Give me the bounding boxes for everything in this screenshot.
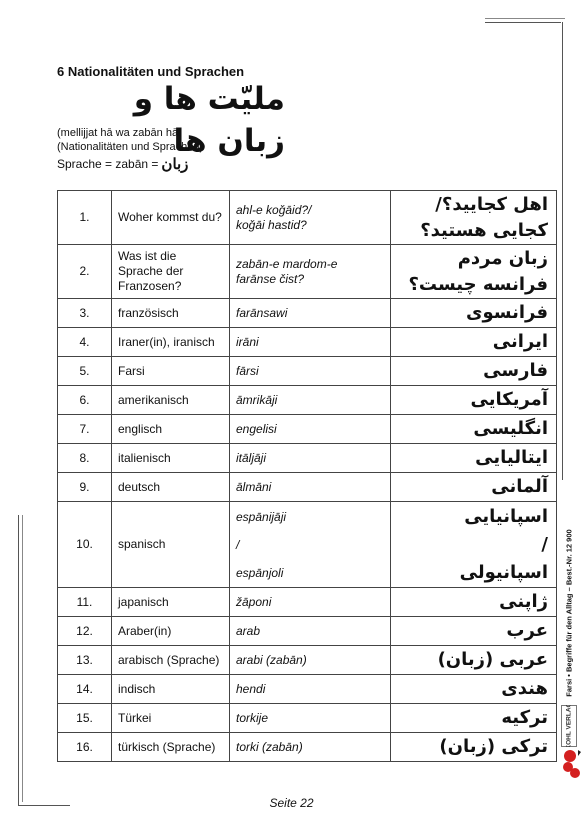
- farsi-term-line: اسپانیایی: [464, 505, 548, 527]
- transliteration: [230, 245, 391, 299]
- row-number: 11.: [58, 588, 112, 617]
- farsi-term: [391, 733, 557, 762]
- row-number: 16.: [58, 733, 112, 762]
- german-term: Woher kommst du?: [112, 191, 230, 245]
- farsi-term: [391, 415, 557, 444]
- sprache-de: Sprache = zabān =: [57, 157, 159, 171]
- row-number: 6.: [58, 386, 112, 415]
- transliteration: [230, 704, 391, 733]
- page-title-farsi: ملیّت ها و زبان ها: [133, 81, 285, 159]
- table-row: [58, 588, 557, 617]
- german-term: arabisch (Sprache): [112, 646, 230, 675]
- frame-line: [562, 22, 563, 480]
- farsi-term-line: هندی: [501, 678, 548, 699]
- german-term: englisch: [112, 415, 230, 444]
- side-text: [563, 490, 575, 735]
- farsi-term-line: ایتالیایی: [475, 447, 548, 468]
- german-term: Was ist die Sprache der Franzosen?: [112, 245, 230, 299]
- frame-line: [485, 18, 565, 19]
- farsi-term-line: فرانسه چیست؟: [408, 273, 548, 295]
- german-term: Iraner(in), iranisch: [112, 328, 230, 357]
- transliteration-line: ālmāni: [236, 479, 272, 494]
- transliteration-line: žāponi: [236, 594, 272, 609]
- farsi-term: [391, 502, 557, 588]
- row-number: 13.: [58, 646, 112, 675]
- transliteration-line: arab: [236, 623, 261, 638]
- farsi-term-line: انگلیسی: [473, 418, 548, 439]
- publisher-logo: [561, 705, 577, 747]
- farsi-term: [391, 588, 557, 617]
- table-row: [58, 502, 557, 588]
- table-row: [58, 733, 557, 762]
- farsi-term-line: ترکی (زبان): [439, 736, 548, 757]
- title-transliteration: (mellijjat hā wa zabān hā): [57, 127, 182, 139]
- transliteration-line: ahl-e koǧāid?/: [236, 202, 312, 217]
- german-term: Araber(in): [112, 617, 230, 646]
- row-number: 12.: [58, 617, 112, 646]
- farsi-term-line: ژاپنی: [499, 591, 548, 612]
- farsi-term: [391, 357, 557, 386]
- german-term: spanisch: [112, 502, 230, 588]
- table-row: [58, 444, 557, 473]
- transliteration-line: espānijāji: [236, 509, 287, 524]
- transliteration: [230, 733, 391, 762]
- table-row: [58, 675, 557, 704]
- transliteration: [230, 299, 391, 328]
- farsi-term-line: /: [541, 533, 548, 555]
- transliteration-line: fārsi: [236, 363, 259, 378]
- table-row: [58, 245, 557, 299]
- transliteration-line: farānse čist?: [236, 271, 305, 286]
- german-term: indisch: [112, 675, 230, 704]
- transliteration: [230, 444, 391, 473]
- transliteration: [230, 328, 391, 357]
- title-translation: (Nationalitäten und Sprachen): [57, 141, 204, 153]
- farsi-term-line: ایرانی: [492, 331, 548, 352]
- transliteration: [230, 646, 391, 675]
- transliteration-line: hendi: [236, 681, 266, 696]
- farsi-term: [391, 328, 557, 357]
- table-row: [58, 357, 557, 386]
- row-number: 15.: [58, 704, 112, 733]
- german-term: deutsch: [112, 473, 230, 502]
- vocabulary-table: [57, 190, 557, 762]
- table-row: [58, 704, 557, 733]
- title-subtitle: [57, 126, 203, 154]
- farsi-term-line: ترکیه: [501, 707, 548, 728]
- publisher-logo-icon: [562, 748, 582, 780]
- row-number: 5.: [58, 357, 112, 386]
- publisher-logo-graphic: [561, 705, 577, 747]
- transliteration-line: koǧāi hastid?: [236, 217, 307, 232]
- table-row: [58, 617, 557, 646]
- farsi-term: [391, 617, 557, 646]
- side-text-label: Farsi • Begriffe für den Alltag – Best.-Nr. 12 900: [564, 528, 574, 697]
- farsi-term-line: آلمانی: [491, 476, 548, 497]
- row-number: 4.: [58, 328, 112, 357]
- transliteration: [230, 473, 391, 502]
- table-row: [58, 646, 557, 675]
- transliteration: [230, 386, 391, 415]
- frame-line: [485, 22, 561, 23]
- transliteration: [230, 357, 391, 386]
- transliteration-line: /: [236, 537, 240, 552]
- farsi-term: [391, 675, 557, 704]
- transliteration: [230, 415, 391, 444]
- german-term: französisch: [112, 299, 230, 328]
- publisher-name: KOHL VERLAG: [565, 705, 573, 747]
- farsi-term: [391, 299, 557, 328]
- row-number: 8.: [58, 444, 112, 473]
- farsi-term: [391, 444, 557, 473]
- table-row: [58, 415, 557, 444]
- sprache-definition: [57, 153, 188, 175]
- farsi-term-line: عربی (زبان): [437, 649, 548, 670]
- row-number: 14.: [58, 675, 112, 704]
- row-number: 7.: [58, 415, 112, 444]
- farsi-term-line: زبان مردم: [457, 247, 548, 269]
- german-term: Farsi: [112, 357, 230, 386]
- transliteration-line: zabān-e mardom-e: [236, 256, 338, 271]
- frame-line: [18, 515, 19, 805]
- farsi-term-line: فارسی: [483, 360, 548, 381]
- transliteration-line: irāni: [236, 334, 259, 349]
- table-row: [58, 386, 557, 415]
- sprache-fa: زبان: [161, 156, 189, 173]
- table-row: [58, 328, 557, 357]
- farsi-term: [391, 704, 557, 733]
- frame-line: [22, 515, 23, 802]
- farsi-term: [391, 191, 557, 245]
- transliteration-line: torki (zabān): [236, 739, 303, 754]
- page-number: Seite 22: [269, 796, 314, 810]
- table-row: [58, 299, 557, 328]
- farsi-term: [391, 245, 557, 299]
- transliteration-line: itāljāji: [236, 450, 267, 465]
- section-title: 6 Nationalitäten und Sprachen: [57, 64, 245, 79]
- row-number: 9.: [58, 473, 112, 502]
- row-number: 1.: [58, 191, 112, 245]
- transliteration-line: torkije: [236, 710, 269, 725]
- table-row: [58, 191, 557, 245]
- transliteration-line: engelisi: [236, 421, 277, 436]
- transliteration-line: farānsawi: [236, 305, 288, 320]
- transliteration-line: āmrikāji: [236, 392, 278, 407]
- farsi-term-line: کجایی هستید؟: [420, 219, 548, 241]
- row-number: 2.: [58, 245, 112, 299]
- table-row: [58, 473, 557, 502]
- german-term: türkisch (Sprache): [112, 733, 230, 762]
- transliteration: [230, 588, 391, 617]
- farsi-term-line: آمریکایی: [470, 389, 548, 410]
- row-number: 3.: [58, 299, 112, 328]
- transliteration: [230, 675, 391, 704]
- row-number: 10.: [58, 502, 112, 588]
- transliteration-line: espānjoli: [236, 565, 284, 580]
- german-term: amerikanisch: [112, 386, 230, 415]
- farsi-term-line: اسپانیولی: [459, 561, 548, 583]
- farsi-term: [391, 386, 557, 415]
- farsi-term: [391, 646, 557, 675]
- transliteration: [230, 617, 391, 646]
- german-term: japanisch: [112, 588, 230, 617]
- farsi-term-line: فرانسوی: [465, 302, 548, 323]
- transliteration: [230, 191, 391, 245]
- transliteration: [230, 502, 391, 588]
- farsi-term-line: اهل کجایید؟/: [435, 193, 548, 215]
- farsi-term-line: عرب: [506, 620, 548, 641]
- farsi-term: [391, 473, 557, 502]
- german-term: Türkei: [112, 704, 230, 733]
- transliteration-line: arabi (zabān): [236, 652, 307, 667]
- german-term: italienisch: [112, 444, 230, 473]
